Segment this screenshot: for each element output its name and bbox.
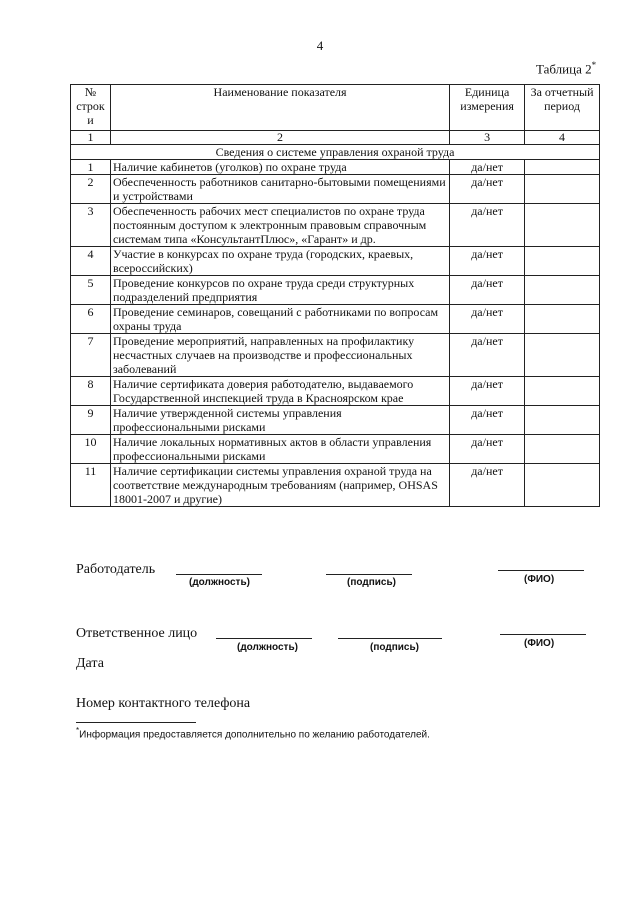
row-number: 6: [71, 305, 111, 334]
row-unit: да/нет: [450, 406, 525, 435]
row-number: 11: [71, 464, 111, 507]
row-indicator-name: Проведение семинаров, совещаний с работниками по вопросам охраны труда: [110, 305, 449, 334]
page-number: 4: [316, 38, 324, 53]
table-label-mark: *: [591, 60, 597, 70]
row-number: 9: [71, 406, 111, 435]
row-number: 4: [71, 247, 111, 276]
row-unit: да/нет: [450, 334, 525, 377]
table-row: [71, 435, 600, 464]
column-index: 4: [525, 131, 600, 145]
row-number: 7: [71, 334, 111, 377]
row-unit: да/нет: [450, 204, 525, 247]
row-unit: да/нет: [450, 276, 525, 305]
report-table: [70, 84, 600, 507]
row-indicator-name: Участие в конкурсах по охране труда (городских, краевых, всероссийских): [110, 247, 449, 276]
employer-label: Работодатель: [76, 562, 156, 577]
row-unit: да/нет: [450, 305, 525, 334]
header-indicator-name: Наименование показателя: [110, 85, 449, 131]
table-header-row: [71, 85, 600, 131]
header-row-number: № строк и: [71, 85, 111, 131]
row-indicator-name: Наличие кабинетов (уголков) по охране труда: [110, 160, 449, 175]
employer-name-line[interactable]: [498, 570, 584, 571]
table-row: [71, 464, 600, 507]
table-label-text: Таблица 2: [536, 61, 592, 77]
employer-position-line[interactable]: [176, 574, 262, 575]
table-row: [71, 276, 600, 305]
employer-name-caption: (ФИО): [524, 574, 555, 585]
row-value-cell[interactable]: [525, 406, 600, 435]
row-unit: да/нет: [450, 160, 525, 175]
row-value-cell[interactable]: [525, 334, 600, 377]
column-index: 3: [450, 131, 525, 145]
section-title-row: [71, 145, 600, 160]
table-label: [536, 60, 596, 77]
responsible-label: Ответственное лицо: [76, 626, 198, 641]
row-number: 1: [71, 160, 111, 175]
row-indicator-name: Наличие утвержденной системы управления профессиональными рисками: [110, 406, 449, 435]
table-row: [71, 204, 600, 247]
row-unit: да/нет: [450, 435, 525, 464]
footnote-text: Информация предоставляется дополнительно по желанию работодателей.: [79, 729, 430, 741]
row-indicator-name: Проведение мероприятий, направленных на профилактику несчастных случаев на производстве и профессиональных заболеваний: [110, 334, 449, 377]
row-indicator-name: Проведение конкурсов по охране труда среди структурных подразделений предприятия: [110, 276, 449, 305]
row-number: 5: [71, 276, 111, 305]
section-title: Сведения о системе управления охраной труда: [71, 145, 600, 160]
row-indicator-name: Наличие сертификации системы управления охраной труда на соответствие международным требованиям (например, OHSAS 18001-2007 и другие): [110, 464, 449, 507]
table-row: [71, 334, 600, 377]
header-period-value: За отчетный период: [525, 85, 600, 131]
row-value-cell[interactable]: [525, 160, 600, 175]
table-row: [71, 406, 600, 435]
employer-position-caption: (должность): [189, 577, 250, 588]
responsible-name-line[interactable]: [500, 634, 586, 635]
table-row: [71, 175, 600, 204]
row-indicator-name: Обеспеченность рабочих мест специалистов по охране труда постоянным доступом к электронным правовым справочным системам типа «КонсультантПлюс», «Гарант» и др.: [110, 204, 449, 247]
table-row: [71, 160, 600, 175]
responsible-signature-line[interactable]: [338, 638, 442, 639]
column-index: 2: [110, 131, 449, 145]
row-number: 10: [71, 435, 111, 464]
row-indicator-name: Наличие локальных нормативных актов в области управления профессиональными рисками: [110, 435, 449, 464]
row-number: 2: [71, 175, 111, 204]
row-value-cell[interactable]: [525, 464, 600, 507]
row-number: 3: [71, 204, 111, 247]
date-label: Дата: [76, 656, 104, 671]
responsible-position-caption: (должность): [237, 642, 298, 653]
row-number: 8: [71, 377, 111, 406]
row-unit: да/нет: [450, 377, 525, 406]
footnote: [76, 726, 430, 740]
responsible-signature-caption: (подпись): [370, 642, 419, 653]
employer-signature-line[interactable]: [326, 574, 412, 575]
row-value-cell[interactable]: [525, 175, 600, 204]
row-indicator-name: Наличие сертификата доверия работодателю, выдаваемого Государственной инспекцией труда в Красноярском крае: [110, 377, 449, 406]
row-unit: да/нет: [450, 464, 525, 507]
column-index: 1: [71, 131, 111, 145]
row-value-cell[interactable]: [525, 305, 600, 334]
employer-signature-caption: (подпись): [347, 577, 396, 588]
header-unit: Единица измерения: [450, 85, 525, 131]
footnote-mark: *: [76, 726, 80, 735]
table-row: [71, 247, 600, 276]
row-value-cell[interactable]: [525, 377, 600, 406]
table-row: [71, 305, 600, 334]
phone-label: Номер контактного телефона: [76, 696, 251, 711]
row-value-cell[interactable]: [525, 204, 600, 247]
row-indicator-name: Обеспеченность работников санитарно-бытовыми помещениями и устройствами: [110, 175, 449, 204]
row-value-cell[interactable]: [525, 276, 600, 305]
table-row: [71, 377, 600, 406]
row-unit: да/нет: [450, 247, 525, 276]
row-value-cell[interactable]: [525, 247, 600, 276]
row-value-cell[interactable]: [525, 435, 600, 464]
row-unit: да/нет: [450, 175, 525, 204]
responsible-position-line[interactable]: [216, 638, 312, 639]
footnote-divider: [76, 722, 196, 723]
column-index-row: [71, 131, 600, 145]
responsible-name-caption: (ФИО): [524, 638, 555, 649]
